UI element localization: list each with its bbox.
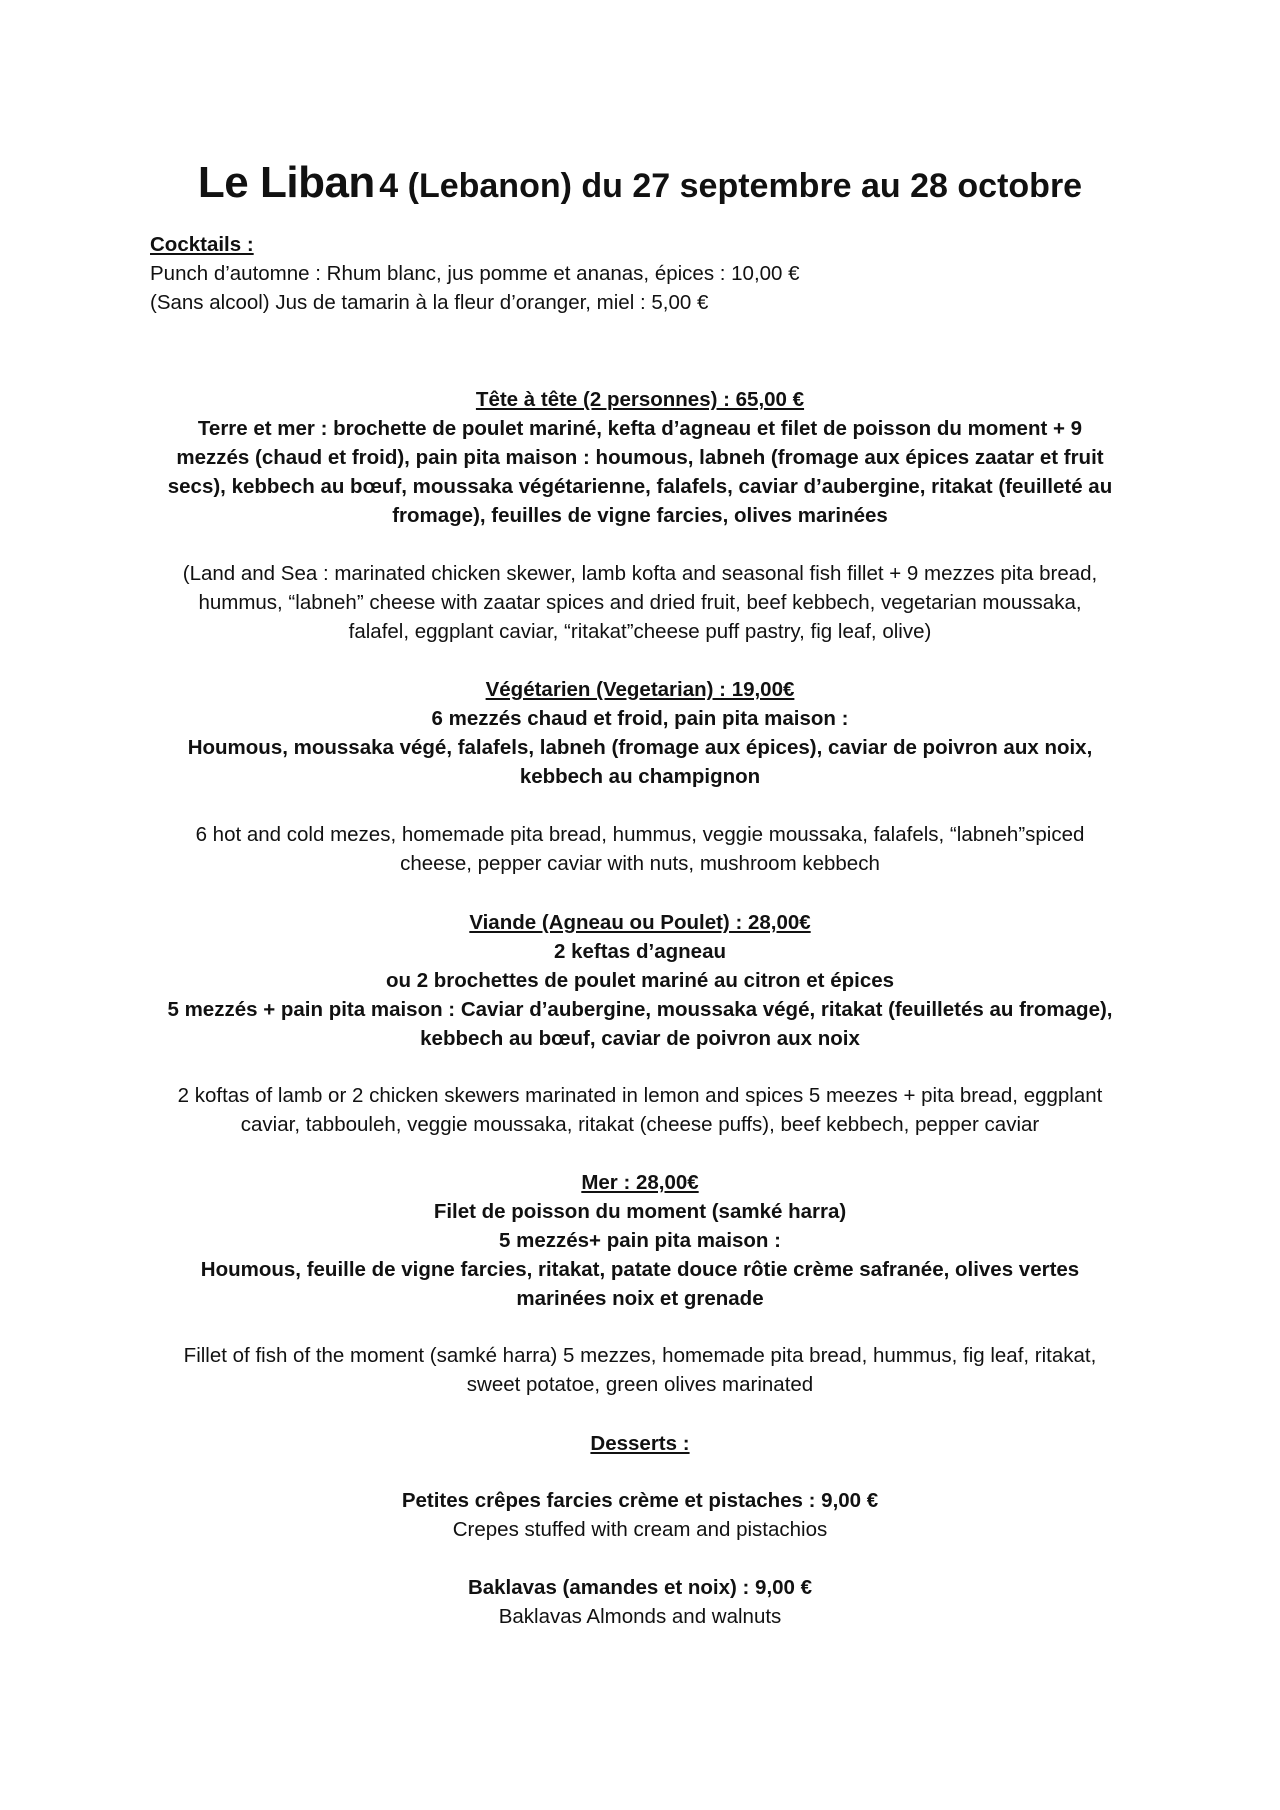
vegetarien-heading: Végétarien (Vegetarian) : 19,00€ — [485, 678, 795, 701]
dessert-fr: Baklavas (amandes et noix) : 9,00 € — [467, 1576, 813, 1599]
page-title — [0, 158, 1280, 208]
viande-heading: Viande (Agneau ou Poulet) : 28,00€ — [469, 911, 811, 934]
tete-a-tete-fr-line: Terre et mer : brochette de poulet mariné, kefta d’agneau et filet de poisson du moment + 9 — [197, 417, 1083, 440]
viande-en — [150, 1081, 1130, 1139]
tete-a-tete-fr-line: fromage), feuilles de vigne farcies, olives marinées — [392, 504, 888, 527]
cocktails-heading: Cocktails : — [150, 233, 254, 256]
desserts-heading: Desserts : — [590, 1432, 690, 1455]
dessert-fr: Petites crêpes farcies crème et pistaches : 9,00 € — [401, 1489, 879, 1512]
desserts-section — [150, 1429, 1130, 1458]
dessert-en: Crepes stuffed with cream and pistachios — [452, 1518, 828, 1541]
viande-fr-line: 2 keftas d’agneau — [553, 940, 727, 963]
tete-a-tete-en-line: falafel, eggplant caviar, “ritakat”cheese puff pastry, fig leaf, olive) — [348, 620, 932, 643]
mer-en-line: Fillet of fish of the moment (samké harra) 5 mezzes, homemade pita bread, hummus, fig leaf, ritakat, — [183, 1344, 1097, 1367]
viande-fr-line: 5 mezzés + pain pita maison : Caviar d’aubergine, moussaka végé, ritakat (feuilletés au fromage), — [167, 998, 1113, 1021]
dessert-item — [150, 1573, 1130, 1631]
vegetarien-fr-line: 6 mezzés chaud et froid, pain pita maison : — [431, 707, 849, 730]
tete-a-tete-fr-line: mezzés (chaud et froid), pain pita maison : houmous, labneh (fromage aux épices zaatar et fruit — [176, 446, 1104, 469]
mer-fr-line: marinées noix et grenade — [516, 1287, 764, 1310]
cocktails-section — [150, 230, 1130, 317]
tete-a-tete-fr-line: secs), kebbech au bœuf, moussaka végétarienne, falafels, caviar d’aubergine, ritakat (feuilleté au — [167, 475, 1113, 498]
vegetarien-fr-line: Houmous, moussaka végé, falafels, labneh (fromage aux épices), caviar de poivron aux noix, — [187, 736, 1093, 759]
dessert-item — [150, 1486, 1130, 1544]
vegetarien-fr-line: kebbech au champignon — [519, 765, 761, 788]
viande-en-line: caviar, tabbouleh, veggie moussaka, ritakat (cheese puffs), beef kebbech, pepper caviar — [240, 1113, 1040, 1136]
vegetarien-en — [150, 820, 1130, 878]
tete-a-tete-heading: Tête à tête (2 personnes) : 65,00 € — [475, 388, 805, 411]
title-rest: 4 (Lebanon) du 27 septembre au 28 octobre — [379, 167, 1083, 205]
viande-fr-line: ou 2 brochettes de poulet mariné au citron et épices — [385, 969, 895, 992]
mer-heading: Mer : 28,00€ — [581, 1171, 699, 1194]
vegetarien-section — [150, 675, 1130, 791]
title-main: Le Liban — [197, 158, 375, 207]
mer-en — [150, 1341, 1130, 1399]
mer-en-line: sweet potatoe, green olives marinated — [466, 1373, 814, 1396]
cocktail-item: (Sans alcool) Jus de tamarin à la fleur d’oranger, miel : 5,00 € — [150, 291, 709, 314]
viande-en-line: 2 koftas of lamb or 2 chicken skewers marinated in lemon and spices 5 meezes + pita bread, eggplant — [177, 1084, 1103, 1107]
cocktail-item: Punch d’automne : Rhum blanc, jus pomme et ananas, épices : 10,00 € — [150, 262, 800, 285]
mer-section — [150, 1168, 1130, 1313]
mer-fr-line: Filet de poisson du moment (samké harra) — [433, 1200, 847, 1223]
vegetarien-en-line: 6 hot and cold mezes, homemade pita bread, hummus, veggie moussaka, falafels, “labneh”spiced — [195, 823, 1085, 846]
dessert-en: Baklavas Almonds and walnuts — [498, 1605, 782, 1628]
vegetarien-en-line: cheese, pepper caviar with nuts, mushroom kebbech — [400, 852, 880, 875]
viande-section — [150, 908, 1130, 1053]
tete-a-tete-en-line: hummus, “labneh” cheese with zaatar spices and dried fruit, beef kebbech, vegetarian moussaka, — [198, 591, 1082, 614]
mer-fr-line: Houmous, feuille de vigne farcies, ritakat, patate douce rôtie crème safranée, olives vertes — [200, 1258, 1080, 1281]
tete-a-tete-en-line: (Land and Sea : marinated chicken skewer, lamb kofta and seasonal fish fillet + 9 mezzes pita bread, — [182, 562, 1098, 585]
viande-fr-line: kebbech au bœuf, caviar de poivron aux noix — [420, 1027, 860, 1050]
mer-fr-line: 5 mezzés+ pain pita maison : — [499, 1229, 781, 1252]
tete-a-tete-en — [150, 559, 1130, 646]
tete-a-tete-section — [150, 385, 1130, 530]
